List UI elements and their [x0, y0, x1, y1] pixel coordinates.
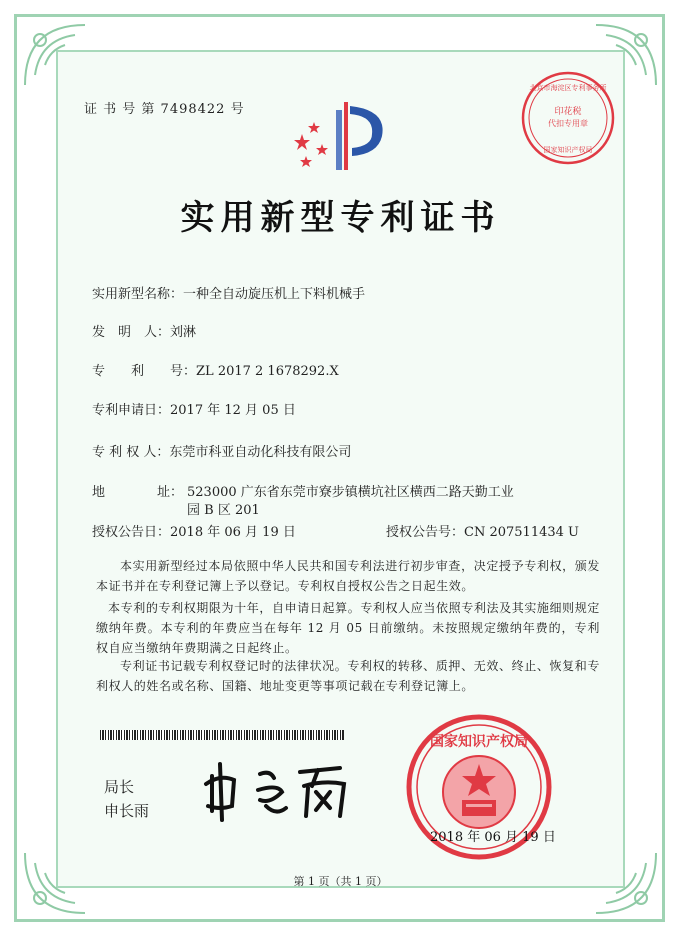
page-number: 第 1 页（共 1 页） — [293, 875, 388, 888]
grant-number-value: CN 207511434 U — [464, 525, 579, 540]
paragraph-3: 专利证书记载专利权登记时的法律状况。专利权的转移、质押、无效、终止、恢复和专利权人的姓名或名称、国籍、地址变更等事项记载在专利登记簿上。 — [96, 659, 600, 693]
grant-date-label: 授权公告日： — [92, 525, 171, 540]
certificate-number-label: 证 书 号 第 — [84, 102, 156, 117]
patentee-label: 专 利 权 人： — [92, 445, 170, 460]
patent-number-label: 专 利 号： — [92, 364, 197, 379]
director-name: 申长雨 — [104, 802, 150, 820]
tax-stamp-center-line1: 印花税 — [554, 107, 582, 117]
tax-stamp-seal-icon — [518, 68, 618, 168]
utility-model-name-label: 实用新型名称： — [92, 287, 184, 302]
tax-stamp-bottom-text: 国家知识产权局 — [543, 146, 593, 154]
big-seal-text: 国家知识产权局 — [430, 734, 528, 750]
field-patent-number — [92, 363, 339, 381]
tax-stamp-ring-text: 北京市海淀区专利事务所 — [529, 84, 607, 92]
field-utility-model-name — [92, 286, 365, 304]
patent-number-value: ZL 2017 2 1678292.X — [196, 364, 339, 379]
certificate-number — [84, 98, 245, 117]
paragraph-1: 本实用新型经过本局依照中华人民共和国专利法进行初步审查，决定授予专利权，颁发本证书并在专利登记簿上予以登记。专利权自授权公告之日起生效。 — [96, 559, 600, 593]
paragraph-2: 本专利的专利权期限为十年，自申请日起算。专利权人应当依照专利法及其实施细则规定缴纳年费。本专利的年费应当在每年 12 月 05 日前缴纳。未按照规定缴纳年费的，专利权自应当缴纳年费期满之日起终止。 — [96, 601, 600, 655]
tax-stamp-center-line2: 代扣专用章 — [548, 119, 588, 128]
address-line-2: 园 B 区 201 — [187, 503, 260, 518]
field-grant-date — [92, 524, 296, 542]
handwritten-signature-icon — [200, 756, 360, 826]
address-line-1: 523000 广东省东莞市寮步镇横坑社区横西二路天勤工业 — [187, 485, 514, 500]
application-date-label: 专利申请日： — [92, 403, 171, 418]
field-address-label — [92, 484, 183, 502]
inventor-value: 刘淋 — [170, 325, 197, 340]
cnipa-emblem-icon — [292, 96, 392, 176]
certificate-title: 实用新型专利证书 — [180, 198, 501, 238]
field-application-date — [92, 402, 296, 420]
field-grant-number — [386, 524, 579, 542]
inventor-label: 发 明 人： — [92, 325, 171, 340]
address-label: 地 址： — [92, 485, 184, 500]
utility-model-name-value: 一种全自动旋压机上下料机械手 — [183, 287, 366, 302]
corner-ornament-top-left — [20, 20, 90, 90]
barcode — [100, 730, 344, 740]
application-date-value: 2017 年 12 月 05 日 — [170, 403, 296, 418]
field-inventor — [92, 324, 196, 342]
patentee-value: 东莞市科亚自动化科技有限公司 — [169, 445, 352, 460]
grant-date-value: 2018 年 06 月 19 日 — [170, 525, 296, 540]
seal-date: 2018 年 06 月 19 日 — [430, 830, 556, 845]
field-patentee — [92, 444, 351, 462]
director-title: 局长 — [104, 778, 135, 796]
certificate-number-value: 7498422 — [160, 102, 226, 117]
certificate-number-suffix: 号 — [230, 102, 245, 117]
grant-number-label: 授权公告号： — [386, 525, 465, 540]
